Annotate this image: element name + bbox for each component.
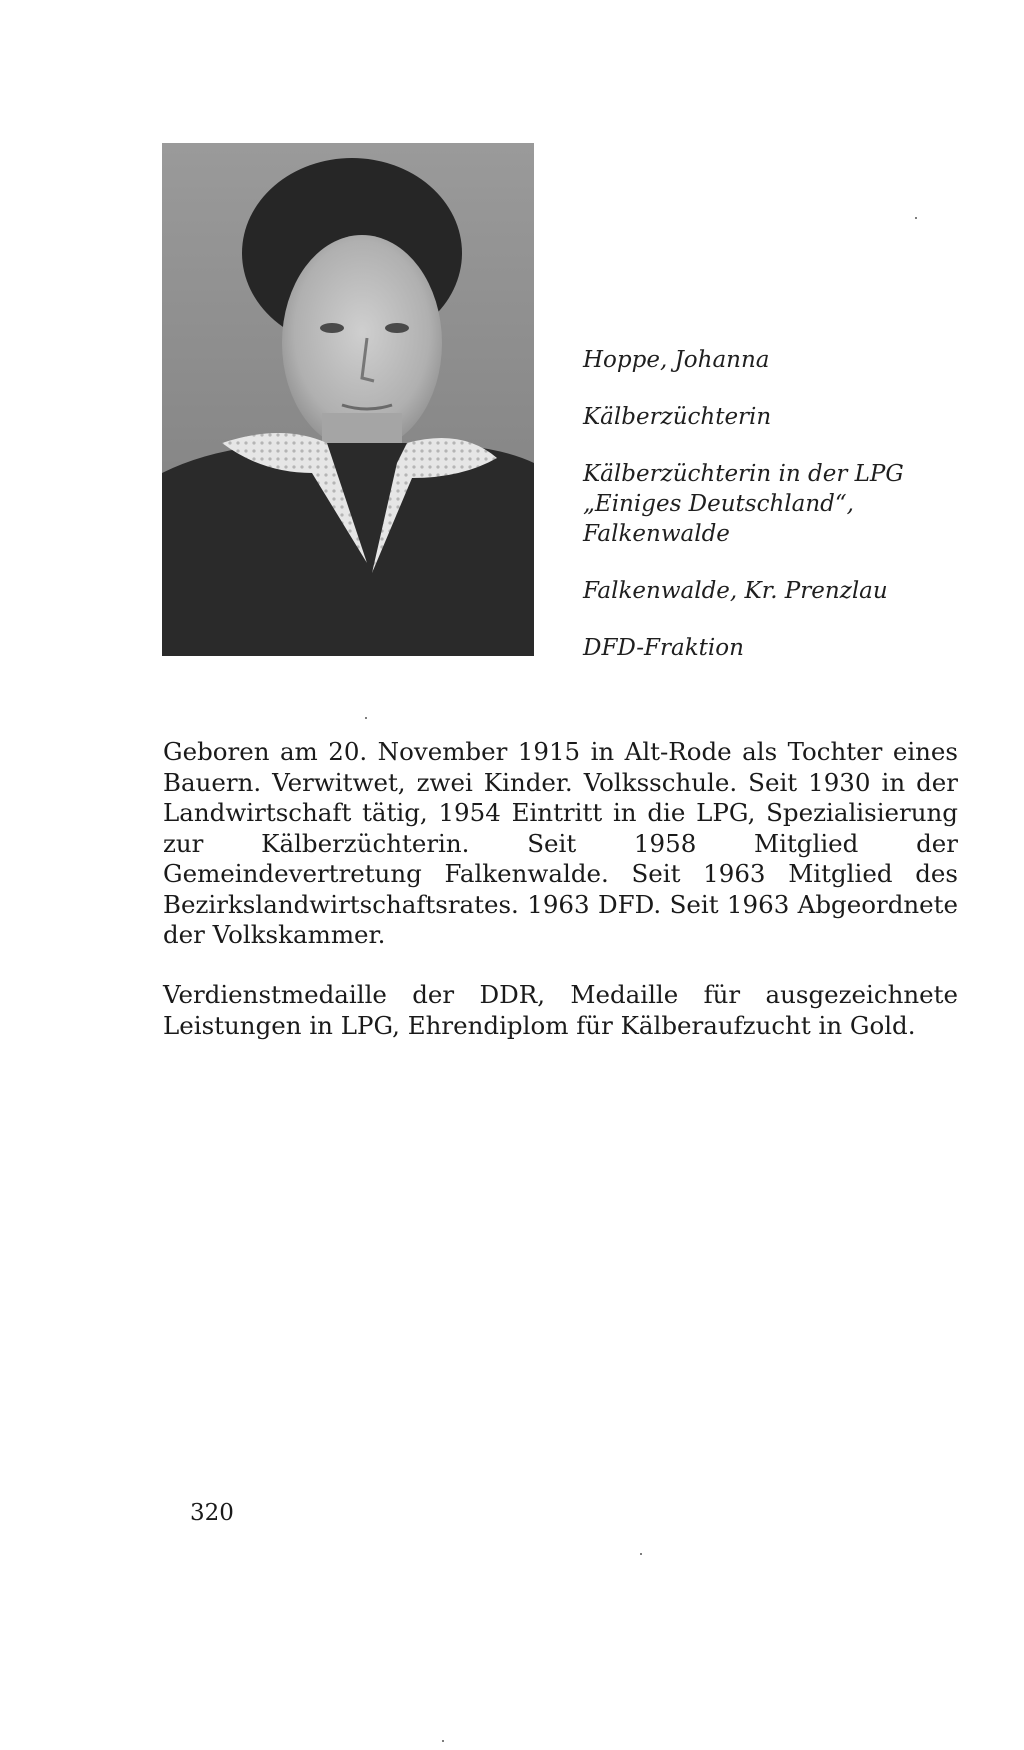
person-workplace: Kälberzüchterin in der LPG „Einiges Deutschland“, Falkenwalde xyxy=(583,461,904,547)
awards-paragraph: Verdienstmedaille der DDR, Medaille für ausgezeichnete Leistungen in LPG, Ehrendiplom für Kälberaufzucht in Gold. xyxy=(163,980,958,1040)
person-name: Hoppe, Johanna xyxy=(583,347,770,373)
print-speck xyxy=(640,1553,642,1555)
person-profession: Kälberzüchterin xyxy=(583,404,772,430)
print-speck xyxy=(365,717,367,719)
print-speck xyxy=(442,1740,444,1742)
person-residence: Falkenwalde, Kr. Prenzlau xyxy=(583,578,888,604)
person-fraction: DFD-Fraktion xyxy=(583,635,744,661)
person-header xyxy=(583,345,1003,663)
biography-paragraph: Geboren am 20. November 1915 in Alt-Rode als Tochter eines Bauern. Verwitwet, zwei Kinder. Volksschule. Seit 1930 in der Landwirtschaft tätig, 1954 Eintritt in die LPG, Spezialisierung zur Kälberzüchterin. Seit 1958 Mitglied der Gemeindevertretung Falkenwalde. Seit 1963 Mitglied des Bezirkslandwirtschaftsrates. 1963 DFD. Seit 1963 Abgeordnete der Volkskammer. xyxy=(163,737,958,949)
portrait-photo xyxy=(162,143,534,656)
page-number: 320 xyxy=(190,1500,234,1526)
portrait-photo-icon xyxy=(162,143,534,656)
print-speck xyxy=(915,217,917,219)
